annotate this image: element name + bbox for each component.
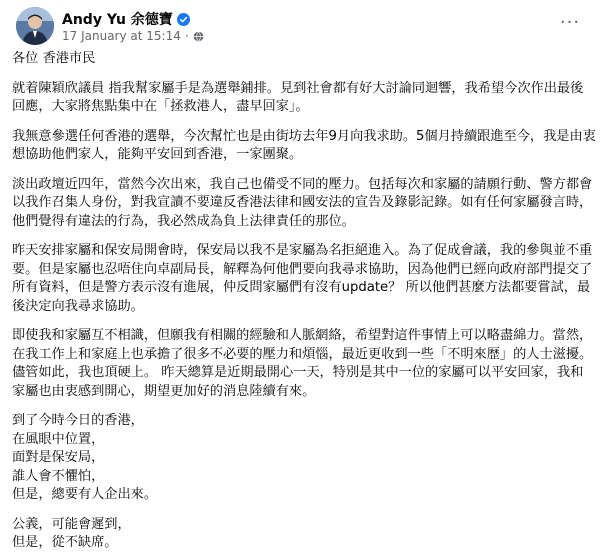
post-timestamp[interactable]: 17 January at 15:14 (62, 29, 181, 43)
verified-badge-icon (177, 13, 190, 26)
post-paragraph: 就着陳穎欣議員 指我幫家屬手是為選舉鋪排。見到社會都有好大討論同迴響，我希望今次作出最後回應，大家將焦點集中在「拯救港人，盡早回家」。 (12, 80, 584, 114)
post-paragraph: 公義，可能會遲到， 但是，從不缺席。 (12, 516, 131, 550)
post-body (12, 50, 596, 553)
more-options-icon[interactable]: ··· (559, 11, 581, 33)
post-paragraph: 各位 香港市民 (12, 51, 96, 66)
author-name-link[interactable] (62, 9, 190, 29)
post-meta (62, 29, 204, 43)
post-paragraph: 即使我和家屬互不相識，但願我有相關的經驗和人脈網絡，希望對這件事情上可以略盡綿力。當然，在我工作上和家庭上也承擔了很多不必要的壓力和煩惱，最近更收到一些「不明來歷」的人士滋擾。儘管如此，我也頂硬上。 昨天總算是近期最開心一天，特別是其中一位的家屬可以平安回家，我和家屬也由衷感到開心，期望更加好的消息陸續有來。 (12, 328, 593, 399)
post-paragraph: 到了今時今日的香港， 在風眼中位置， 面對是保安局， 誰人會不懼怕， 但是，總要有人企出來。 (12, 413, 158, 502)
avatar-portrait-icon (16, 7, 54, 45)
post-paragraph: 淡出政壇近四年，當然今次出來，我自己也備受不同的壓力。包括每次和家屬的請願行動、警方都會以我作召集人身份，對我宣讀不要違反香港法律和國安法的宣告及錄影記錄。如有任何家屬發言時，他們覺得有違法的行為，我必然成為負上法律責任的那位。 (12, 176, 593, 229)
globe-icon[interactable] (193, 31, 204, 42)
author-name[interactable]: Andy Yu 余德寶 (62, 12, 173, 28)
post-paragraph: 昨天安排家屬和保安局開會時，保安局以我不是家屬為名拒絕進入。為了促成會議，我的參與並不重要。但是家屬也忍唔住向卓副局長，解釋為何他們要向我尋求協助，因為他們已經向政府部門提交了所有資料，但是警方表示沒有進展，仲反問家屬們有沒有update？ 所以他們甚麼方法都要嘗試，最後決定向我尋求協助。 (12, 243, 593, 314)
post-paragraph: 我無意參選任何香港的選舉，今次幫忙也是由街坊去年9月向我求助。5個月持續跟進至今，我是由衷想協助他們家人，能夠平安回到香港，一家團聚。 (12, 128, 596, 162)
author-avatar[interactable] (16, 7, 54, 45)
meta-separator: · (184, 29, 189, 43)
post-header (12, 0, 596, 50)
